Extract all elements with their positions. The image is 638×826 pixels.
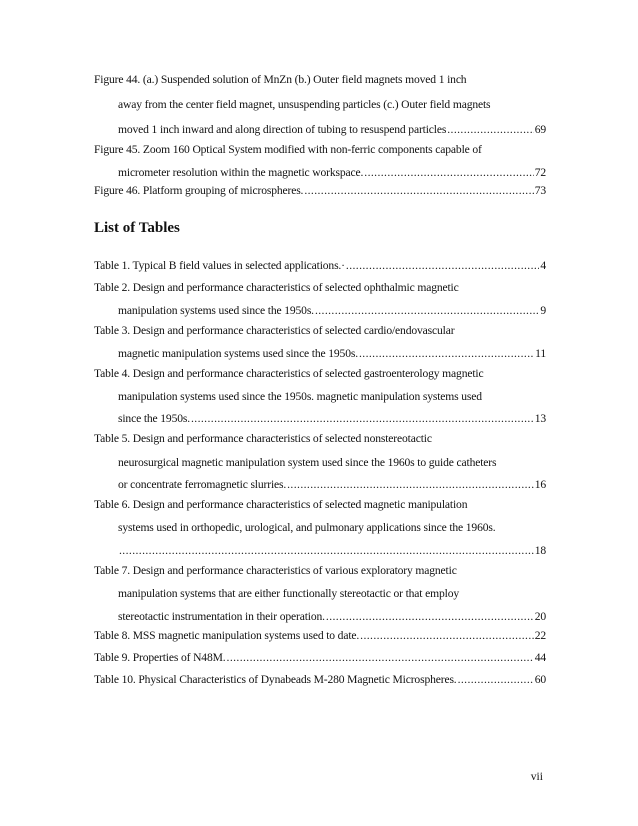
table-entry-line: Table 4. Design and performance characteristics of selected gastroenterology magnetic [94, 367, 484, 380]
leader-dots [191, 410, 534, 428]
figure-entry-45[interactable] [118, 164, 546, 182]
table-entry-title: Table 9. Properties of N48M. [94, 651, 226, 664]
leader-dots [447, 121, 533, 139]
page-number: vii [530, 770, 543, 783]
leader-dots [227, 649, 534, 667]
table-entry-1[interactable] [94, 257, 546, 275]
leader-dots [364, 164, 533, 182]
table-page-number: 20 [534, 610, 546, 623]
leader-dots [359, 345, 534, 363]
table-entry-title: since the 1950s. [118, 412, 190, 425]
table-page-number: 60 [534, 673, 546, 686]
table-entry-line: Table 3. Design and performance characteristics of selected cardio/endovascular [94, 324, 455, 337]
table-page-number: 4 [540, 259, 546, 272]
table-entry-4[interactable] [118, 410, 546, 428]
table-entry-7[interactable] [118, 608, 546, 626]
table-entry-3[interactable] [118, 345, 546, 363]
table-page-number: 16 [534, 478, 546, 491]
table-entry-2[interactable] [118, 302, 546, 320]
table-entry-8[interactable] [94, 627, 546, 645]
table-entry-line: systems used in orthopedic, urological, and pulmonary applications since the 1960s. [118, 521, 496, 534]
table-entry-line: Table 6. Design and performance characteristics of selected magnetic manipulation [94, 498, 468, 511]
table-entry-5[interactable] [118, 476, 546, 494]
leader-dots [287, 476, 534, 494]
table-entry-title: manipulation systems used since the 1950s. [118, 304, 314, 317]
figure-entry-46[interactable] [94, 182, 546, 200]
table-entry-9[interactable] [94, 649, 546, 667]
table-entry-title: Table 1. Typical B field values in selected applications.· [94, 259, 345, 272]
figure-entry-title: Figure 46. Platform grouping of microspheres. [94, 184, 304, 197]
table-entry-title: magnetic manipulation systems used since the 1950s. [118, 347, 358, 360]
figure-entry-line: Figure 44. (a.) Suspended solution of MnZn (b.) Outer field magnets moved 1 inch [94, 73, 467, 86]
table-entry-title: Table 8. MSS magnetic manipulation systems used to date. [94, 629, 360, 642]
leader-dots [346, 257, 539, 275]
figure-entry-title: moved 1 inch inward and along direction of tubing to resuspend particles [118, 123, 447, 136]
list-of-tables-heading: List of Tables [94, 220, 180, 236]
figure-entry-line: Figure 45. Zoom 160 Optical System modified with non-ferric components capable of [94, 143, 482, 156]
table-page-number: 13 [534, 412, 546, 425]
leader-dots [360, 627, 534, 645]
figure-page-number: 73 [534, 184, 546, 197]
table-entry-10[interactable] [94, 671, 546, 689]
leader-dots [304, 182, 533, 200]
table-page-number: 11 [535, 347, 546, 360]
table-page-number: 44 [534, 651, 546, 664]
figure-entry-line: away from the center field magnet, unsuspending particles (c.) Outer field magnets [118, 98, 491, 111]
leader-dots [326, 608, 534, 626]
table-entry-title: stereotactic instrumentation in their operation. [118, 610, 325, 623]
table-page-number: 9 [540, 304, 546, 317]
table-entry-line: manipulation systems used since the 1950s. magnetic manipulation systems used [118, 390, 482, 403]
leader-dots [315, 302, 539, 320]
table-entry-title: Table 10. Physical Characteristics of Dynabeads M-280 Magnetic Microspheres. [94, 673, 457, 686]
table-entry-line: Table 7. Design and performance characteristics of various exploratory magnetic [94, 564, 457, 577]
table-page-number: 18 [534, 544, 546, 557]
table-entry-line: Table 2. Design and performance characteristics of selected ophthalmic magnetic [94, 281, 459, 294]
table-entry-line: manipulation systems that are either functionally stereotactic or that employ [118, 587, 459, 600]
table-entry-6[interactable] [118, 542, 546, 560]
table-entry-title: or concentrate ferromagnetic slurries. [118, 478, 287, 491]
table-entry-line: neurosurgical magnetic manipulation system used since the 1960s to guide catheters [118, 456, 497, 469]
table-page-number: 22 [534, 629, 546, 642]
figure-entry-44[interactable] [118, 121, 546, 139]
figure-entry-title: micrometer resolution within the magnetic workspace. [118, 166, 364, 179]
figure-page-number: 72 [534, 166, 546, 179]
leader-dots [119, 542, 534, 560]
figure-page-number: 69 [534, 123, 546, 136]
leader-dots [458, 671, 534, 689]
table-entry-line: Table 5. Design and performance characteristics of selected nonstereotactic [94, 432, 432, 445]
